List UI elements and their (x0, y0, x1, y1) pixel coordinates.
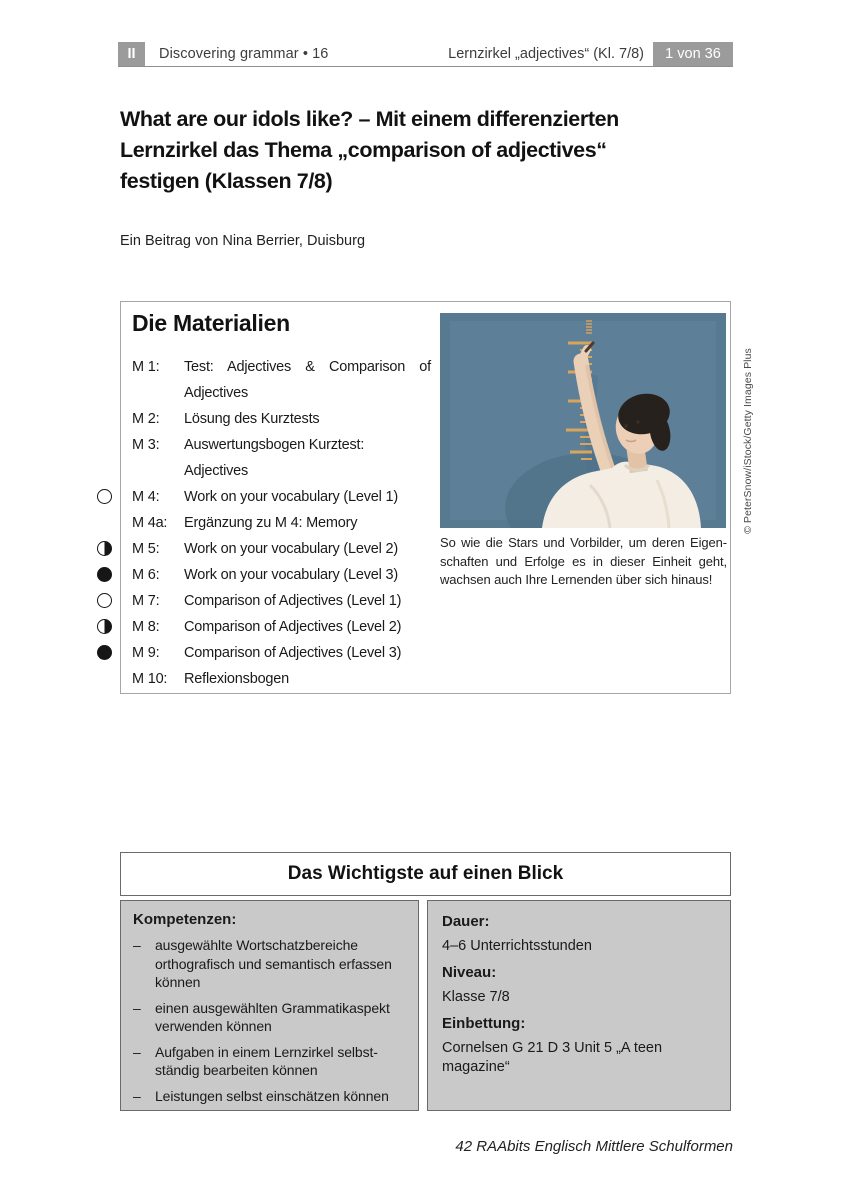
material-text: Comparison of Adjectives (Level 1) (184, 593, 402, 609)
level-circle-filled-icon (97, 645, 112, 660)
level-circle-empty-icon (97, 593, 112, 608)
material-label: M 9: (132, 645, 160, 661)
detail-group (442, 1015, 716, 1077)
detail-value: 4–6 Unterrichtsstunden (442, 938, 592, 954)
bullet-dash: – (133, 1087, 141, 1104)
material-row (132, 406, 432, 432)
material-text: Work on your vocabulary (Level 2) (184, 541, 398, 557)
material-text: Test: Adjectives & Comparison of (184, 359, 431, 375)
caption-line: wachsen auch Ihre Lernenden über sich hinaus! (440, 572, 713, 587)
page-count-badge: 1 von 36 (653, 42, 733, 66)
material-text: Comparison of Adjectives (Level 3) (184, 645, 402, 661)
material-row (132, 588, 432, 614)
details-cell (427, 900, 731, 1111)
materials-box (120, 301, 731, 694)
competency-item: – Leistungen selbst einschätzen können (133, 1087, 389, 1104)
competency-item: – ausgewählte Wortschatzbereiche orthografisch und semantisch erfassen können (133, 937, 392, 990)
detail-group (442, 913, 716, 956)
detail-value: Cornelsen G 21 D 3 Unit 5 „A teen magazine“ (442, 1040, 663, 1075)
caption-line: So wie die Stars und Vorbilder, um deren Eigen- (440, 535, 727, 550)
photo-caption (440, 534, 727, 590)
bullet-dash: – (133, 1043, 141, 1060)
section-badge: II (118, 42, 145, 66)
material-label: M 5: (132, 541, 160, 557)
material-row (132, 536, 432, 562)
material-label: M 4a: (132, 515, 168, 531)
material-label: M 2: (132, 411, 160, 427)
page-header (118, 42, 733, 67)
competency-item: – einen ausgewählten Grammatikaspekt verwenden können (133, 999, 390, 1034)
overview-table (120, 852, 731, 1111)
page-footer: 42 RAAbits Englisch Mittlere Schulformen (455, 1138, 733, 1155)
material-text: Adjectives (184, 463, 249, 479)
bullet-dash: – (133, 999, 141, 1016)
caption-line: schaften und Erfolge es in dieser Einheit geht, (440, 553, 727, 569)
material-row (132, 432, 432, 484)
materials-heading: Die Materialien (132, 310, 290, 336)
title-line: festigen (Klassen 7/8) (120, 169, 333, 193)
overview-heading: Das Wichtigste auf einen Blick (120, 852, 731, 896)
competencies-cell (120, 900, 419, 1111)
competency-item: – Aufgaben in einem Lernzirkel selbst- ständig bearbeiten können (133, 1043, 378, 1078)
material-text: Adjectives (184, 385, 249, 401)
material-text: Work on your vocabulary (Level 3) (184, 567, 398, 583)
material-text: Lösung des Kurztests (184, 411, 320, 427)
author-byline: Ein Beitrag von Nina Berrier, Duisburg (120, 233, 366, 249)
material-label: M 10: (132, 671, 168, 687)
material-text: Auswertungsbogen Kurztest: (184, 437, 365, 453)
material-row (132, 666, 432, 692)
material-row (132, 640, 432, 666)
material-label: M 7: (132, 593, 160, 609)
material-row (132, 562, 432, 588)
material-row (132, 614, 432, 640)
material-label: M 8: (132, 619, 160, 635)
detail-label: Niveau: (442, 964, 497, 981)
material-text: Work on your vocabulary (Level 1) (184, 489, 398, 505)
bullet-dash: – (133, 937, 141, 953)
material-label: M 6: (132, 567, 160, 583)
material-text: Reflexionsbogen (184, 671, 290, 687)
material-row (132, 354, 432, 406)
detail-label: Einbettung: (442, 1015, 526, 1032)
material-text: Comparison of Adjectives (Level 2) (184, 619, 402, 635)
material-label: M 3: (132, 437, 160, 453)
level-circle-filled-icon (97, 567, 112, 582)
material-label: M 1: (132, 359, 160, 375)
unit-topic: Lernzirkel „adjectives“ (Kl. 7/8) (448, 46, 644, 62)
title-line: Lernzirkel das Thema „comparison of adjectives“ (120, 138, 607, 162)
boy-measuring-height-photo (440, 313, 726, 528)
materials-list (132, 354, 432, 692)
level-circle-half-icon (97, 541, 112, 556)
material-row (132, 510, 432, 536)
title-line: What are our idols like? – Mit einem differenzierten (120, 107, 619, 131)
material-text: Ergänzung zu M 4: Memory (184, 515, 358, 531)
material-row (132, 484, 432, 510)
level-circle-empty-icon (97, 489, 112, 504)
detail-group (442, 964, 716, 1007)
material-label: M 4: (132, 489, 160, 505)
detail-value: Klasse 7/8 (442, 989, 510, 1005)
page-title (120, 104, 740, 197)
series-title: Discovering grammar • 16 (159, 46, 329, 62)
competencies-label: Kompetenzen: (133, 911, 237, 928)
detail-label: Dauer: (442, 913, 490, 930)
level-circle-half-icon (97, 619, 112, 634)
image-credit: © PeterSnow/iStock/Getty Images Plus (742, 348, 754, 534)
